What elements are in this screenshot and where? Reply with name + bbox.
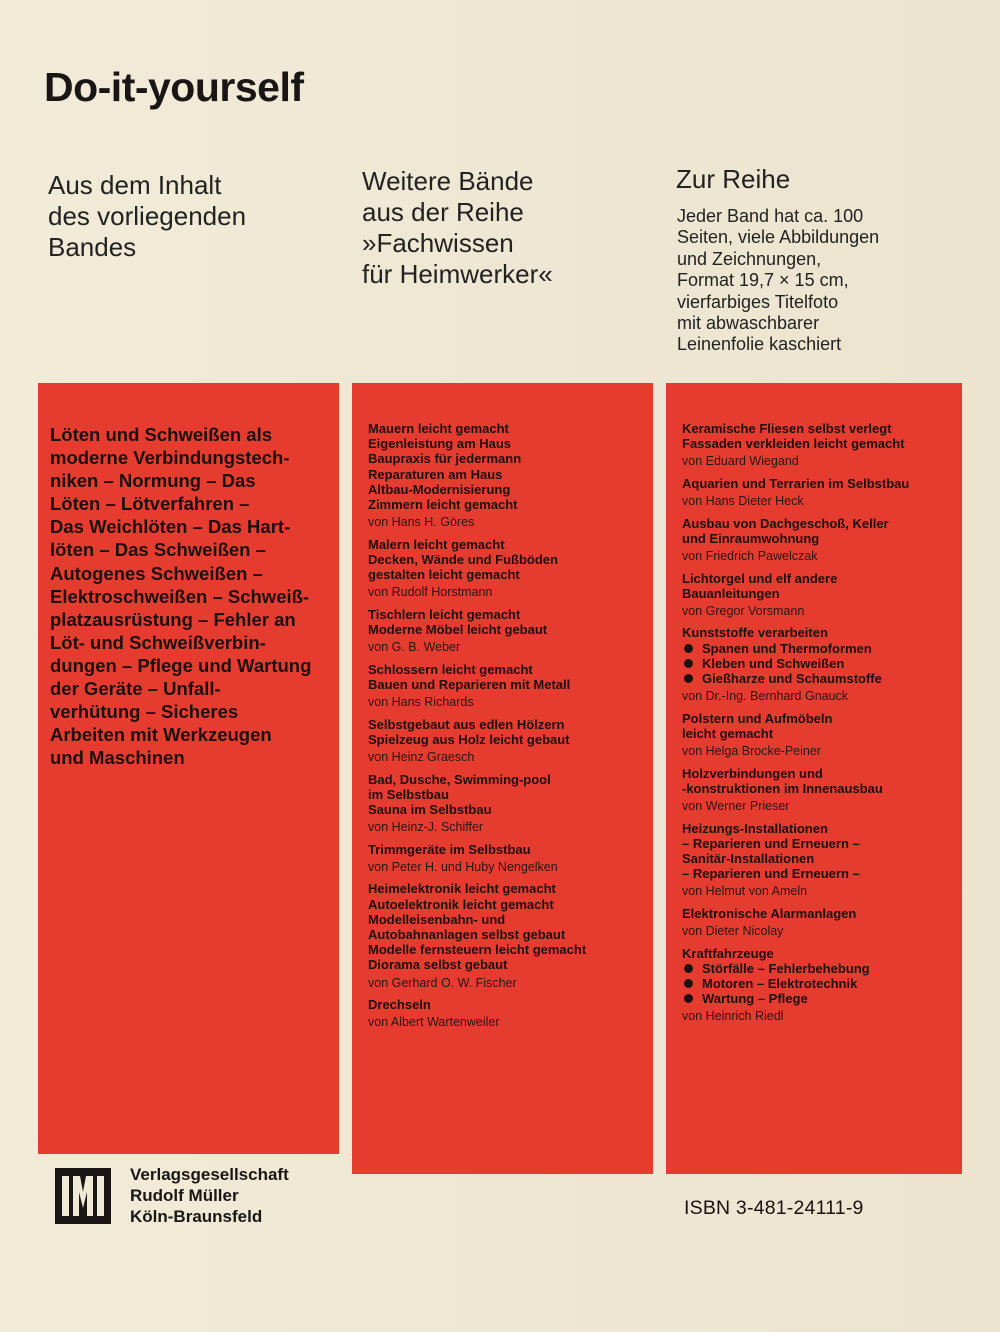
book-entry [368,772,646,836]
book-entry [368,717,646,766]
book-title: Schlossern leicht gemacht [368,661,533,677]
book-author: von Gregor Vorsmann [682,603,805,618]
book-title: Heizungs-Installationen [682,820,828,836]
book-author: von G. B. Weber [368,640,461,655]
bullet-item [682,976,960,991]
bullet-dot-icon [684,964,693,973]
book-title: Mauern leicht gemacht [368,421,509,436]
book-entry [368,997,646,1031]
book-author: von Hans H. Göres [368,515,475,530]
contents-heading: Aus dem Inhalt des vorliegenden Bandes [48,170,247,262]
book-title: Modelle fernsteuern leicht gemacht [368,942,587,958]
book-title: Autobahnanlagen selbst gebaut [368,926,566,942]
book-title: Sanitär-Installationen [682,850,815,866]
book-entry [682,906,960,940]
book-title: Tischlern leicht gemacht [368,606,521,622]
book-title: und Einraumwohnung [682,530,820,546]
book-author: von Rudolf Horstmann [368,585,493,600]
series-description: Jeder Band hat ca. 100 Seiten, viele Abbildungen und Zeichnungen, Format 19,7 × 15 cm, vierfarbiges Titelfoto mit abwaschbarer Leinenfolie kaschiert [677,206,880,355]
bullet-item [682,991,960,1006]
book-entry [368,607,646,656]
book-author: von Albert Wartenweiler [368,1015,500,1030]
series-heading: Zur Reihe [676,164,791,194]
book-author: von Heinz Graesch [368,750,475,765]
bullet-text: Spanen und Thermoformen [702,640,872,656]
book-author: von Friedrich Pawelczak [682,549,818,564]
book-author: von Hans Dieter Heck [682,494,804,509]
bullet-item [682,671,960,686]
bullet-text: Kleben und Schweißen [702,655,845,671]
book-title: Keramische Fliesen selbst verlegt [682,421,892,436]
book-entry [682,946,960,1025]
book-title: Trimmgeräte im Selbstbau [368,841,531,857]
book-author: von Heinz-J. Schiffer [368,820,484,835]
bullet-dot-icon [684,644,693,653]
bullet-text: Störfälle – Fehlerbehebung [702,960,870,976]
book-title: Bauanleitungen [682,585,780,601]
book-title: Holzverbindungen und [682,765,823,781]
book-title: Eigenleistung am Haus [368,436,512,452]
book-entry [368,421,646,531]
series-panel [666,383,962,1219]
isbn-number: ISBN 3-481-24111-9 [684,1197,864,1219]
book-title: Fassaden verkleiden leicht gemacht [682,436,905,452]
publisher-block [55,1164,289,1227]
book-entry [682,821,960,900]
book-title: Bad, Dusche, Swimming-pool [368,771,551,787]
book-title: Decken, Wände und Fußböden [368,551,558,567]
book-entry [682,571,960,620]
book-entry [368,881,646,991]
book-entry [682,766,960,815]
book-author: von Eduard Wiegand [682,454,799,469]
bullet-item [682,961,960,976]
book-title: Bauen und Reparieren mit Metall [368,676,571,692]
book-title: Selbstgebaut aus edlen Hölzern [368,716,565,732]
book-title: Kraftfahrzeuge [682,945,774,961]
bullet-text: Motoren – Elektrotechnik [702,975,858,991]
book-title: leicht gemacht [682,725,774,741]
book-title: Altbau-Modernisierung [368,481,511,497]
publisher-logo-icon [55,1168,111,1224]
book-title: im Selbstbau [368,786,449,802]
book-entry [368,662,646,711]
book-title: – Reparieren und Erneuern – [682,866,860,882]
book-title: Drechseln [368,997,431,1013]
book-title: Malern leicht gemacht [368,536,505,552]
book-author: von Peter H. und Huby Nengelken [368,859,558,874]
book-title: Elektronische Alarmanlagen [682,905,857,921]
book-entry [682,516,960,565]
book-title: Aquarien und Terrarien im Selbstbau [682,475,910,491]
bullet-item [682,641,960,656]
book-author: von Hans Richards [368,695,474,710]
book-title: Kunststoffe verarbeiten [682,625,828,641]
bullet-text: Gießharze und Schaumstoffe [702,671,882,687]
book-author: von Helga Brocke-Peiner [682,744,821,759]
bullet-dot-icon [684,659,693,668]
book-title: Spielzeug aus Holz leicht gebaut [368,731,570,747]
bullet-item [682,656,960,671]
book-title: Ausbau von Dachgeschoß, Keller [682,515,889,531]
book-title: Modelleisenbahn- und [368,911,506,927]
bullet-dot-icon [684,674,693,683]
further-volumes-panel [352,383,653,1174]
book-title: Moderne Möbel leicht gebaut [368,622,548,638]
book-title: Diorama selbst gebaut [368,957,508,973]
book-entry [682,711,960,760]
book-title: Lichtorgel und elf andere [682,570,838,586]
book-author: von Helmut von Ameln [682,884,808,899]
book-list-right [682,421,960,1031]
contents-panel [38,383,339,1154]
page-title: Do-it-yourself [44,64,304,110]
book-entry [368,842,646,876]
book-author: von Heinrich Riedl [682,1009,784,1024]
book-entry [682,476,960,510]
book-title: Zimmern leicht gemacht [368,497,518,513]
further-volumes-heading: Weitere Bände aus der Reihe »Fachwissen für Heimwerker« [362,166,553,289]
book-title: Baupraxis für jedermann [368,451,522,467]
book-title: Polstern und Aufmöbeln [682,710,833,726]
book-title: – Reparieren und Erneuern – [682,835,860,851]
book-title: Heimelektronik leicht gemacht [368,881,556,897]
book-entry [682,421,960,470]
bullet-text: Wartung – Pflege [702,991,808,1007]
book-author: von Dieter Nicolay [682,924,784,939]
book-author: von Dr.-Ing. Bernhard Gnauck [682,689,849,704]
book-author: von Gerhard O. W. Fischer [368,975,517,990]
book-title: -konstruktionen im Innenausbau [682,780,883,796]
book-list-middle [368,421,646,1037]
book-entry [368,537,646,601]
book-title: Sauna im Selbstbau [368,801,492,817]
book-title: Autoelektronik leicht gemacht [368,896,554,912]
publisher-name: Verlagsgesellschaft Rudolf Müller Köln-Braunsfeld [130,1165,289,1226]
contents-text: Löten und Schweißen als moderne Verbindungstech- niken – Normung – Das Löten – Lötverfahren – Das Weichlöten – Das Hart- löten – Das Schweißen – Autogenes Schweißen – Elektroschweißen – Schweiß- platzausrüstung – Fehler an Löt- und Schweißverbin- dungen – Pflege und Wartung der Geräte – Unfall- verhütung – Sicheres Arbeiten mit Werkzeugen und Maschinen [50,424,312,769]
book-title: Reparaturen am Haus [368,466,503,482]
bullet-dot-icon [684,994,693,1003]
book-title: gestalten leicht gemacht [368,567,520,583]
bullet-dot-icon [684,979,693,988]
book-entry [682,625,960,704]
book-author: von Werner Prieser [682,799,790,814]
